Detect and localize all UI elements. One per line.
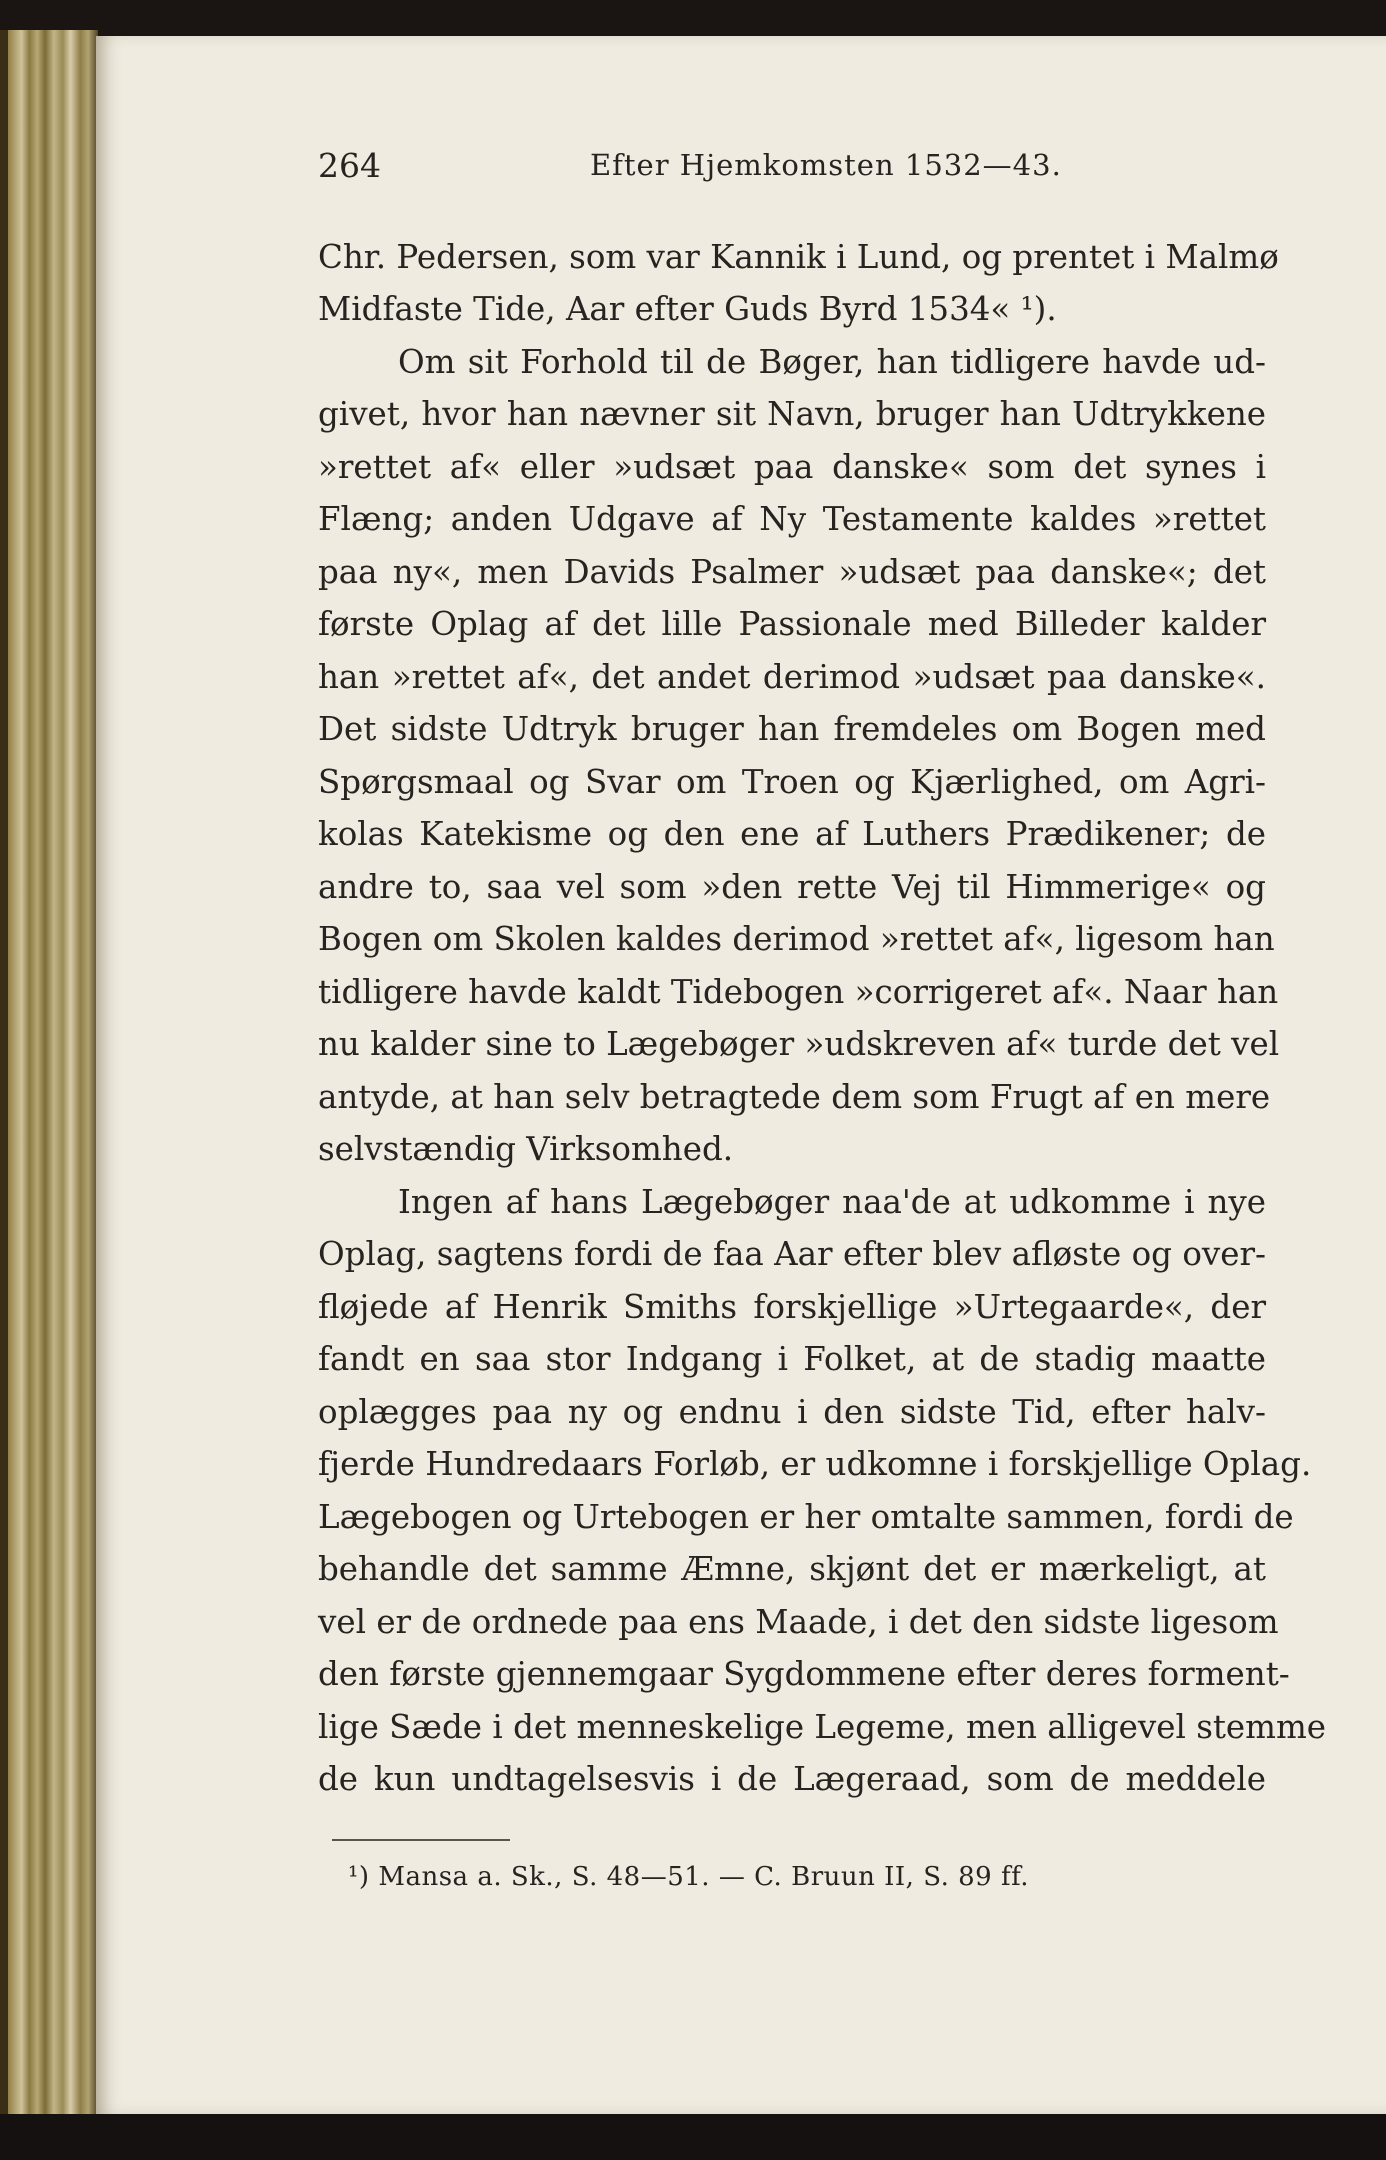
text-line: givet, hvor han nævner sit Navn, bruger han Udtrykkene [318, 395, 1266, 433]
text-line: første Oplag af det lille Passionale med Billeder kalder [318, 605, 1266, 643]
text-line: Det sidste Udtryk bruger han fremdeles om Bogen med [318, 710, 1266, 748]
text-line: vel er de ordnede paa ens Maade, i det den sidste ligesom [318, 1603, 1279, 1641]
text-line: Chr. Pedersen, som var Kannik i Lund, og prentet i Malmø [318, 238, 1279, 276]
text-line: Lægebogen og Urtebogen er her omtalte sammen, fordi de [318, 1498, 1294, 1536]
book-spine [0, 30, 98, 2115]
text-line: nu kalder sine to Lægebøger »udskreven af« turde det vel [318, 1025, 1280, 1063]
text-line: kolas Katekisme og den ene af Luthers Prædikener; de [318, 815, 1266, 853]
footnote-text: Mansa a. Sk., S. 48—51. — C. Bruun II, S. 89 ff. [378, 1862, 1030, 1892]
text-line: den første gjennemgaar Sygdommene efter deres forment- [318, 1655, 1290, 1693]
text-line: Spørgsmaal og Svar om Troen og Kjærlighed, om Agri- [318, 763, 1266, 801]
text-line: Om sit Forhold til de Bøger, han tidligere havde ud- [398, 343, 1266, 381]
footnote-rule [332, 1839, 510, 1841]
text-line: Ingen af hans Lægebøger naa'de at udkomme i nye [398, 1183, 1266, 1221]
text-line: selvstændig Virksomhed. [318, 1130, 734, 1168]
book-bottom-edge [0, 2114, 1386, 2160]
text-line: lige Sæde i det menneskelige Legeme, men alligevel stemme [318, 1708, 1327, 1746]
text-line: andre to, saa vel som »den rette Vej til Himmerige« og [318, 868, 1266, 906]
text-line: behandle det samme Æmne, skjønt det er mærkeligt, at [318, 1550, 1266, 1588]
page-number: 264 [318, 146, 381, 185]
book-spine-shadow [0, 30, 8, 2115]
text-line: »rettet af« eller »udsæt paa danske« som det synes i [318, 448, 1266, 486]
running-title: Efter Hjemkomsten 1532—43. [590, 148, 1062, 182]
text-line: fandt en saa stor Indgang i Folket, at de stadig maatte [318, 1340, 1266, 1378]
text-line: tidligere havde kaldt Tidebogen »corrigeret af«. Naar han [318, 973, 1279, 1011]
text-line: de kun undtagelsesvis i de Lægeraad, som de meddele [318, 1760, 1266, 1798]
text-line: paa ny«, men Davids Psalmer »udsæt paa danske«; det [318, 553, 1266, 591]
text-line: Flæng; anden Udgave af Ny Testamente kaldes »rettet [318, 500, 1266, 538]
text-line: Midfaste Tide, Aar efter Guds Byrd 1534« ¹). [318, 290, 1057, 328]
footnote [348, 1862, 1029, 1892]
text-line: Bogen om Skolen kaldes derimod »rettet af«, ligesom han [318, 920, 1275, 958]
text-line: han »rettet af«, det andet derimod »udsæt paa danske«. [318, 658, 1266, 696]
text-line: antyde, at han selv betragtede dem som Frugt af en mere [318, 1078, 1271, 1116]
footnote-marker: ¹) [348, 1862, 370, 1892]
text-line: oplægges paa ny og endnu i den sidste Tid, efter halv- [318, 1393, 1266, 1431]
book-top-edge [0, 0, 1386, 36]
text-line: fløjede af Henrik Smiths forskjellige »Urtegaarde«, der [318, 1288, 1266, 1326]
text-line: Oplag, sagtens fordi de faa Aar efter blev afløste og over- [318, 1235, 1266, 1273]
text-line: fjerde Hundredaars Forløb, er udkomne i forskjellige Oplag. [318, 1445, 1312, 1483]
